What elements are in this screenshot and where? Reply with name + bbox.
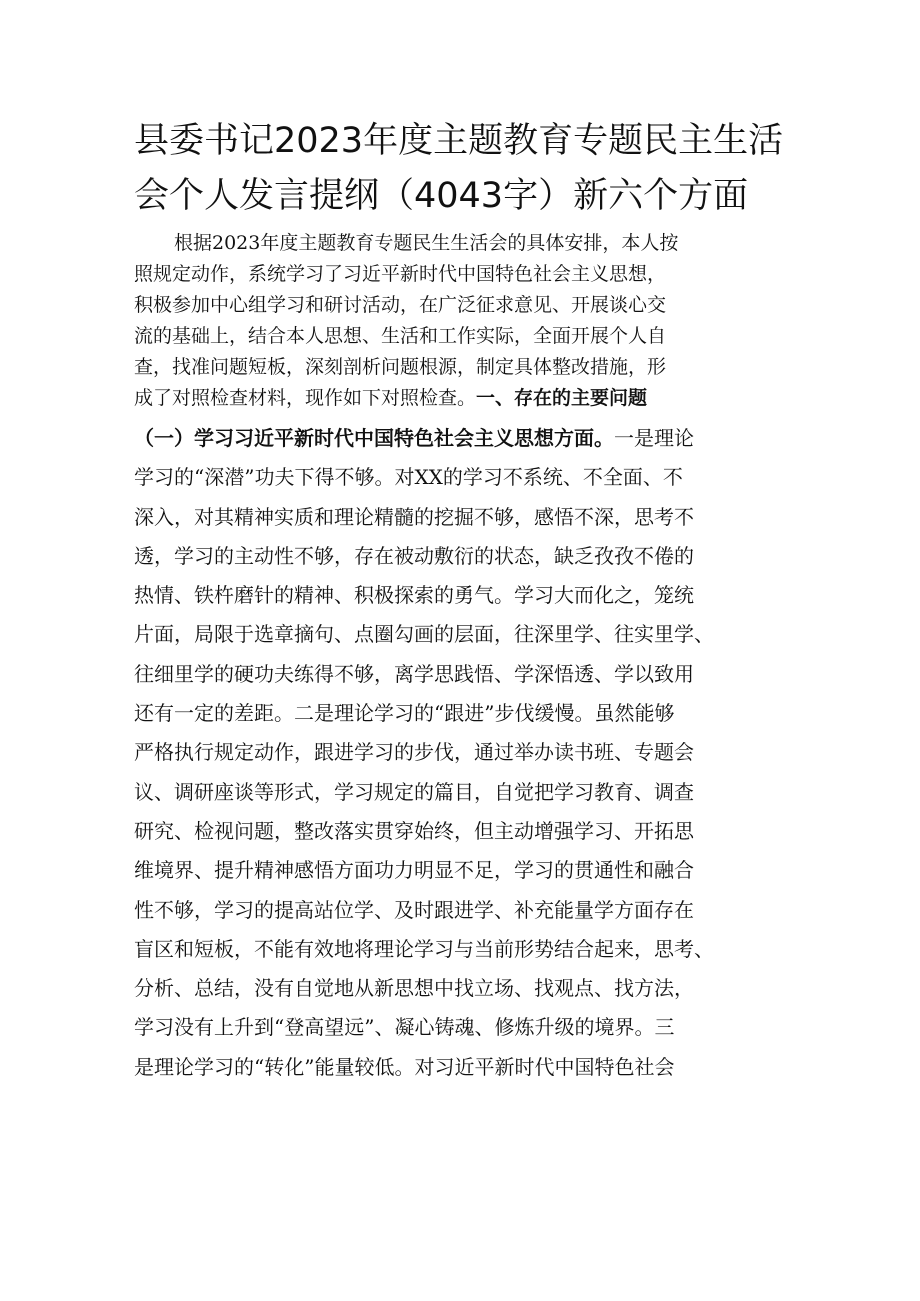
section-heading: 一、存在的主要问题: [476, 387, 648, 409]
body-line: 深入，对其精神实质和理论精髓的挖掘不够，感悟不深，思考不: [134, 504, 694, 529]
body-line: 性不够，学习的提高站位学、及时跟进学、补充能量学方面存在: [134, 897, 694, 922]
body-line: 维境界、提升精神感悟方面功力明显不足，学习的贯通性和融合: [134, 858, 694, 883]
intro-line-text: 成了对照检查材料，现作如下对照检查。: [134, 387, 477, 409]
body-line: 是理论学习的“转化”能量较低。对习近平新时代中国特色社会: [134, 1054, 675, 1079]
title-line-1: 县委书记2023年度主题教育专题民主生活: [134, 121, 784, 161]
body-line: 分析、总结，没有自觉地从新思想中找立场、找观点、找方法，: [134, 976, 694, 1001]
body-line: 往细里学的硬功夫练得不够，离学思践悟、学深悟透、学以致用: [134, 661, 694, 686]
body-line-text: 一是理论: [614, 426, 694, 450]
body-line: 研究、检视问题，整改落实贯穿始终，但主动增强学习、开拓思: [134, 818, 694, 843]
body-line: 学习的“深潜”功夫下得不够。对XX的学习不系统、不全面、不: [134, 465, 683, 490]
intro-paragraph: [134, 228, 794, 414]
body-line: 片面，局限于选章摘句、点圈勾画的层面，往深里学、往实里学、: [134, 622, 714, 647]
intro-line: 流的基础上，结合本人思想、生活和工作实际，全面开展个人自: [134, 325, 667, 347]
body-line: 议、调研座谈等形式，学习规定的篇目，自觉把学习教育、调查: [134, 779, 694, 804]
intro-line: 照规定动作，系统学习了习近平新时代中国特色社会主义思想，: [134, 263, 667, 285]
body-line: 热情、铁杵磨针的精神、积极探索的勇气。学习大而化之，笼统: [134, 583, 694, 608]
intro-line: 根据2023年度主题教育专题民生生活会的具体安排，本人按: [174, 232, 679, 254]
subheading: （一）学习习近平新时代中国特色社会主义思想方面。: [134, 426, 614, 450]
document-title: [134, 114, 814, 224]
intro-line: 查，找准问题短板，深刻剖析问题根源，制定具体整改措施，形: [134, 356, 667, 378]
body-paragraph: [134, 419, 814, 1087]
body-line: 学习没有上升到“登高望远”、凝心铸魂、修炼升级的境界。三: [134, 1015, 675, 1040]
body-line-first: [134, 419, 814, 458]
title-line-2: 会个人发言提纲（4043字）新六个方面: [134, 176, 749, 216]
body-line: 盲区和短板，不能有效地将理论学习与当前形势结合起来，思考、: [134, 936, 714, 961]
body-line: 透，学习的主动性不够，存在被动敷衍的状态，缺乏孜孜不倦的: [134, 543, 694, 568]
intro-line-last: [134, 383, 794, 414]
body-line: 还有一定的差距。二是理论学习的“跟进”步伐缓慢。虽然能够: [134, 701, 675, 726]
body-line: 严格执行规定动作，跟进学习的步伐，通过举办读书班、专题会: [134, 740, 694, 765]
intro-line: 积极参加中心组学习和研讨活动，在广泛征求意见、开展谈心交: [134, 294, 667, 316]
